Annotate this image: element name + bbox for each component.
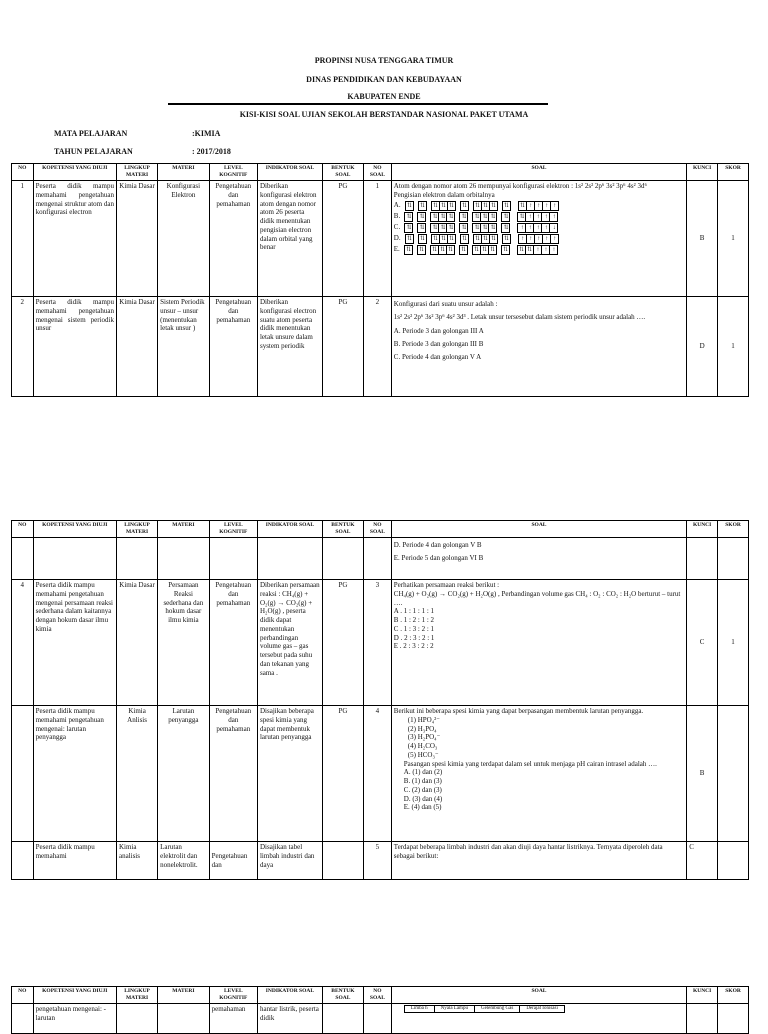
- list-item: (2) H₃PO₄: [407, 724, 437, 733]
- row-no: [12, 842, 34, 880]
- col-no: NO: [12, 521, 34, 538]
- col-nosoal: NO SOAL: [364, 164, 392, 181]
- col-nosoal: NO SOAL: [364, 521, 392, 538]
- col-indikator: INDIKATOR SOAL: [257, 521, 322, 538]
- grid-table-page-3: [11, 986, 749, 1034]
- col-soal: SOAL: [391, 987, 686, 1004]
- list-item: (3) H₂PO₄⁻: [407, 733, 441, 742]
- row-bentuk: [322, 842, 363, 880]
- row-indikator: Diberikan konfigurasi elektron atom dengan nomor atom 26 peserta didik menentukan pengisian electron dalam orbital yang benar: [257, 181, 322, 297]
- row-no: 4: [12, 580, 34, 706]
- col-bentuk: BENTUK SOAL: [322, 164, 363, 181]
- row-lingkup: Kimia Dasar: [116, 297, 157, 397]
- header-province: PROPINSI NUSA TENGGARA TIMUR: [314, 56, 454, 65]
- option-b: B. (1) dan (3): [403, 777, 442, 785]
- row-skor: [718, 706, 749, 842]
- option-d: D . 2 : 3 : 2 : 1: [393, 633, 435, 642]
- col-kunci: KUNCI: [687, 987, 718, 1004]
- option-b: B. Periode 3 dan golongan III B: [393, 339, 484, 348]
- row-bentuk: PG: [322, 706, 363, 842]
- row-soal: [391, 181, 686, 297]
- header-row: [12, 987, 749, 1004]
- table-row: [12, 297, 749, 397]
- col-materi: MATERI: [158, 521, 209, 538]
- row-level: pemahaman: [209, 1004, 257, 1034]
- col-kunci: KUNCI: [687, 164, 718, 181]
- option-label: D.: [393, 234, 401, 243]
- orbital-option: B. ⇅ ⇅ ⇅ ⇅ ⇅ ⇅ ⇅ ⇅ ⇅ ⇅ ⇅ ↑ ↑ ↑ ↑: [394, 212, 684, 222]
- col-kompetensi: KOPETENSI YANG DIUJI: [33, 987, 116, 1004]
- col-bentuk: BENTUK SOAL: [322, 521, 363, 538]
- row-skor: 1: [718, 580, 749, 706]
- row-kompetensi: Peserta didik mampu memahami pengetahuan mengenai struktur atom dan konfigurasi electron: [33, 181, 116, 297]
- document-title: KISI-KISI SOAL UJIAN SEKOLAH BERSTANDAR NASIONAL PAKET UTAMA: [239, 110, 529, 119]
- table-row: [12, 842, 749, 880]
- soal-equation: CH₄(g) + O₂(g) → CO₂(g) + H₂O(g) , Perbandingan volume gas CH₄ : O₂ : CO₂ : H₂O berturut – turut ….: [393, 589, 681, 607]
- col-materi: MATERI: [158, 164, 209, 181]
- row-level: Pengetahuan dan: [209, 842, 257, 880]
- row-soal: [391, 297, 686, 397]
- option-label: C.: [393, 223, 401, 232]
- soal-intro: Berikut ini beberapa spesi kimia yang dapat berpasangan membentuk larutan penyangga.: [393, 707, 644, 715]
- list-item: (5) HCO₃⁻: [407, 750, 439, 759]
- table-row: [12, 706, 749, 842]
- row-nosoal: 3: [364, 580, 392, 706]
- row-skor: 1: [718, 297, 749, 397]
- option-d: D. Periode 4 dan golongan V B: [393, 541, 482, 549]
- row-soal: [391, 706, 686, 842]
- row-soal: [391, 580, 686, 706]
- row-soal: [391, 538, 686, 580]
- option-b: B . 1 : 2 : 1 : 2: [393, 616, 435, 624]
- option-label: B.: [393, 212, 401, 221]
- subject-value: :KIMIA: [192, 129, 221, 138]
- col-level: LEVEL KOGNITIF: [209, 164, 257, 181]
- option-a: A. (1) dan (2): [403, 768, 443, 777]
- orbital-option: D. ⇅ ⇅ ⇅ ⇅ ⇅ ⇅ ⇅ ⇅ ⇅ ⇅ ↑ ↑ ↑ ↑ ↑: [394, 234, 684, 244]
- year-value: : 2017/2018: [192, 147, 231, 156]
- soal-intro: Konfigurasi dari suatu unsur adalah :: [393, 300, 498, 308]
- col-soal: SOAL: [391, 521, 686, 538]
- row-soal: [391, 1004, 686, 1034]
- table-row: [12, 1004, 749, 1034]
- row-nosoal: 1: [364, 181, 392, 297]
- row-level: Pengetahuan dan pemahaman: [209, 181, 257, 297]
- orbital-diagram: ⇅: [404, 212, 413, 222]
- grid-table-page-2: [11, 520, 749, 880]
- row-kompetensi: pengetahuan mengenai: - larutan: [33, 1004, 116, 1034]
- row-skor: 1: [718, 181, 749, 297]
- inner-col: Gelembung Gas: [474, 1006, 519, 1013]
- row-indikator: Diberikan persamaan reaksi : CH₄(g) + O₂(g) → CO₂(g) + H₂O(g) , peserta didik dapat menentukan perbandingan volume gas – gas tersebut pada suhu dan tekanan yang sama .: [257, 580, 322, 706]
- row-indikator: Diberikan konfigurasi electron suatu atom peserta didik menentukan letak unsure dalam system periodik: [257, 297, 322, 397]
- col-level: LEVEL KOGNITIF: [209, 987, 257, 1004]
- inner-col: Nyala Lampu: [434, 1006, 474, 1013]
- orbital-diagram: ⇅: [404, 223, 413, 233]
- row-materi: Konfigurasi Elektron: [158, 181, 209, 297]
- orbital-option: E. ⇅ ⇅ ⇅ ⇅ ⇅ ⇅ ⇅ ⇅ ⇅ ⇅ ⇅ ⇅ ↑ ↑ ↑: [394, 245, 684, 255]
- col-indikator: INDIKATOR SOAL: [257, 987, 322, 1004]
- col-skor: SKOR: [718, 164, 749, 181]
- col-nosoal: NO SOAL: [364, 987, 392, 1004]
- row-kunci: D: [687, 297, 718, 397]
- col-level: LEVEL KOGNITIF: [209, 521, 257, 538]
- header-dinas: DINAS PENDIDIKAN DAN KEBUDAYAAN: [306, 75, 462, 84]
- row-materi: Sistem Periodik unsur – unsur (menentukan letak unsur ): [158, 297, 209, 397]
- col-lingkup: LINGKUP MATERI: [116, 987, 157, 1004]
- row-kunci: B: [687, 706, 718, 842]
- option-c: C. Periode 4 dan golongan V A: [393, 353, 482, 362]
- row-lingkup: Kimia Dasar: [116, 580, 157, 706]
- col-no: NO: [12, 164, 34, 181]
- row-level: Pengetahuan dan pemahaman: [209, 580, 257, 706]
- list-item: (4) H₂CO₃: [407, 742, 438, 750]
- row-kompetensi: Peserta didik mampu memahami pengetahuan mengenai: larutan penyangga: [33, 706, 116, 842]
- list-item: (1) HPO₄²⁻: [407, 715, 440, 724]
- col-bentuk: BENTUK SOAL: [322, 987, 363, 1004]
- option-label: E.: [393, 245, 400, 254]
- inner-col: Limba h: [404, 1006, 434, 1013]
- soal-intro: Atom dengan nomor atom 26 mempunyai konfigurasi elektron : 1s² 2s² 2p⁶ 3s² 3p⁶ 4s² 3d⁶: [393, 182, 647, 190]
- option-c: C . 1 : 3 : 2 : 1: [393, 624, 435, 633]
- row-lingkup: Kimia Dasar: [116, 181, 157, 297]
- row-no: [12, 706, 34, 842]
- row-kunci: B: [687, 181, 718, 297]
- row-no: 1: [12, 181, 34, 297]
- table-row: [12, 580, 749, 706]
- row-indikator: hantar listrik, peserta didik: [257, 1004, 322, 1034]
- row-kunci: C: [687, 580, 718, 706]
- soal-config: 1s² 2s² 2p⁶ 3s² 3p⁶ 4s² 3d³ . Letak unsur tersesebut dalam sistem periodik unsur adalah ….: [393, 313, 646, 322]
- option-label: A.: [393, 201, 401, 210]
- header-row: [12, 164, 749, 181]
- row-indikator: Disajikan beberapa spesi kimia yang dapat membentuk larutan penyangga: [257, 706, 322, 842]
- header-kabupaten: KABUPATEN ENDE: [347, 92, 421, 101]
- header-row: [12, 521, 749, 538]
- row-soal: Terdapat beberapa limbah industri dan akan diuji daya hantar listriknya. Ternyata diperoleh data sebagai berikut:: [391, 842, 686, 880]
- row-nosoal: 5: [364, 842, 392, 880]
- inner-col: Derajat Ionisasi: [520, 1006, 565, 1013]
- table-row: [12, 181, 749, 297]
- col-materi: MATERI: [158, 987, 209, 1004]
- row-kompetensi: Peserta didik mampu memahami pengetahuan mengenai persamaan reaksi sederhana dalam kaitannya dengan hokum dasar ilmu kimia: [33, 580, 116, 706]
- orbital-option: A. ⇅ ⇅ ⇅ ⇅ ⇅ ⇅ ⇅ ⇅ ⇅ ⇅ ⇅ ↑ ↑ ↑ ↑: [394, 201, 684, 211]
- table-row: [12, 538, 749, 580]
- row-lingkup: Kimia Anlisis: [116, 706, 157, 842]
- option-d: D. (3) dan (4): [403, 794, 443, 803]
- row-materi: Persamaan Reaksi sederhana dan hokum dasar ilmu kimia: [158, 580, 209, 706]
- row-nosoal: 4: [364, 706, 392, 842]
- soal-intro: Perhatikan persamaan reaksi berikut :: [393, 581, 500, 589]
- soal-sub: Pengisian elektron dalam orbitalnya: [393, 190, 495, 199]
- option-a: A . 1 : 1 : 1 : 1: [393, 607, 435, 616]
- col-lingkup: LINGKUP MATERI: [116, 521, 157, 538]
- col-kompetensi: KOPETENSI YANG DIUJI: [33, 164, 116, 181]
- row-kunci: C: [687, 842, 718, 880]
- row-level: Pengetahuan dan pemahaman: [209, 706, 257, 842]
- option-c: C. (2) dan (3): [403, 785, 442, 794]
- row-lingkup: Kimia analisis: [116, 842, 157, 880]
- subject-label: MATA PELAJARAN: [54, 129, 128, 138]
- row-level: Pengetahuan dan pemahaman: [209, 297, 257, 397]
- header-rule: [168, 103, 548, 105]
- col-skor: SKOR: [718, 987, 749, 1004]
- orbital-option: C. ⇅ ⇅ ⇅ ⇅ ⇅ ⇅ ⇅ ⇅ ⇅ ⇅ ↑ ↑ ↑ ↑ ↓: [394, 223, 684, 233]
- option-e: E. Periode 5 dan golongan VI B: [393, 554, 484, 563]
- col-no: NO: [12, 987, 34, 1004]
- option-a: A. Periode 3 dan golongan III A: [393, 326, 484, 335]
- grid-table-page-1: [11, 163, 749, 397]
- option-e: E. (4) dan (5): [403, 803, 442, 812]
- year-label: TAHUN PELAJARAN: [54, 147, 133, 156]
- option-e: E . 2 : 3 : 2 : 2: [393, 642, 434, 651]
- col-kunci: KUNCI: [687, 521, 718, 538]
- col-lingkup: LINGKUP MATERI: [116, 164, 157, 181]
- col-skor: SKOR: [718, 521, 749, 538]
- row-bentuk: PG: [322, 297, 363, 397]
- orbital-diagram: ⇅: [405, 234, 414, 244]
- orbital-diagram: ⇅: [404, 245, 413, 255]
- row-no: 2: [12, 297, 34, 397]
- orbital-diagram: ⇅: [405, 201, 414, 211]
- col-soal: SOAL: [391, 164, 686, 181]
- row-materi: Larutan penyangga: [158, 706, 209, 842]
- inner-data-table: [404, 1005, 565, 1013]
- row-skor: [718, 842, 749, 880]
- row-nosoal: 2: [364, 297, 392, 397]
- col-kompetensi: KOPETENSI YANG DIUJI: [33, 521, 116, 538]
- row-kompetensi: Peserta didik mampu memahami: [33, 842, 116, 880]
- row-kompetensi: Peserta didik mampu memahami pengetahuan mengenai sistem periodik unsur: [33, 297, 116, 397]
- row-indikator: Disajikan tabel limbah industri dan daya: [257, 842, 322, 880]
- row-bentuk: PG: [322, 580, 363, 706]
- soal-question: Pasangan spesi kimia yang terdapat dalam sel untuk menjaga pH cairan intrasel adalah ….: [403, 759, 657, 768]
- col-indikator: INDIKATOR SOAL: [257, 164, 322, 181]
- row-bentuk: PG: [322, 181, 363, 297]
- row-materi: Larutan elektrolit dan nonelektrolit.: [158, 842, 209, 880]
